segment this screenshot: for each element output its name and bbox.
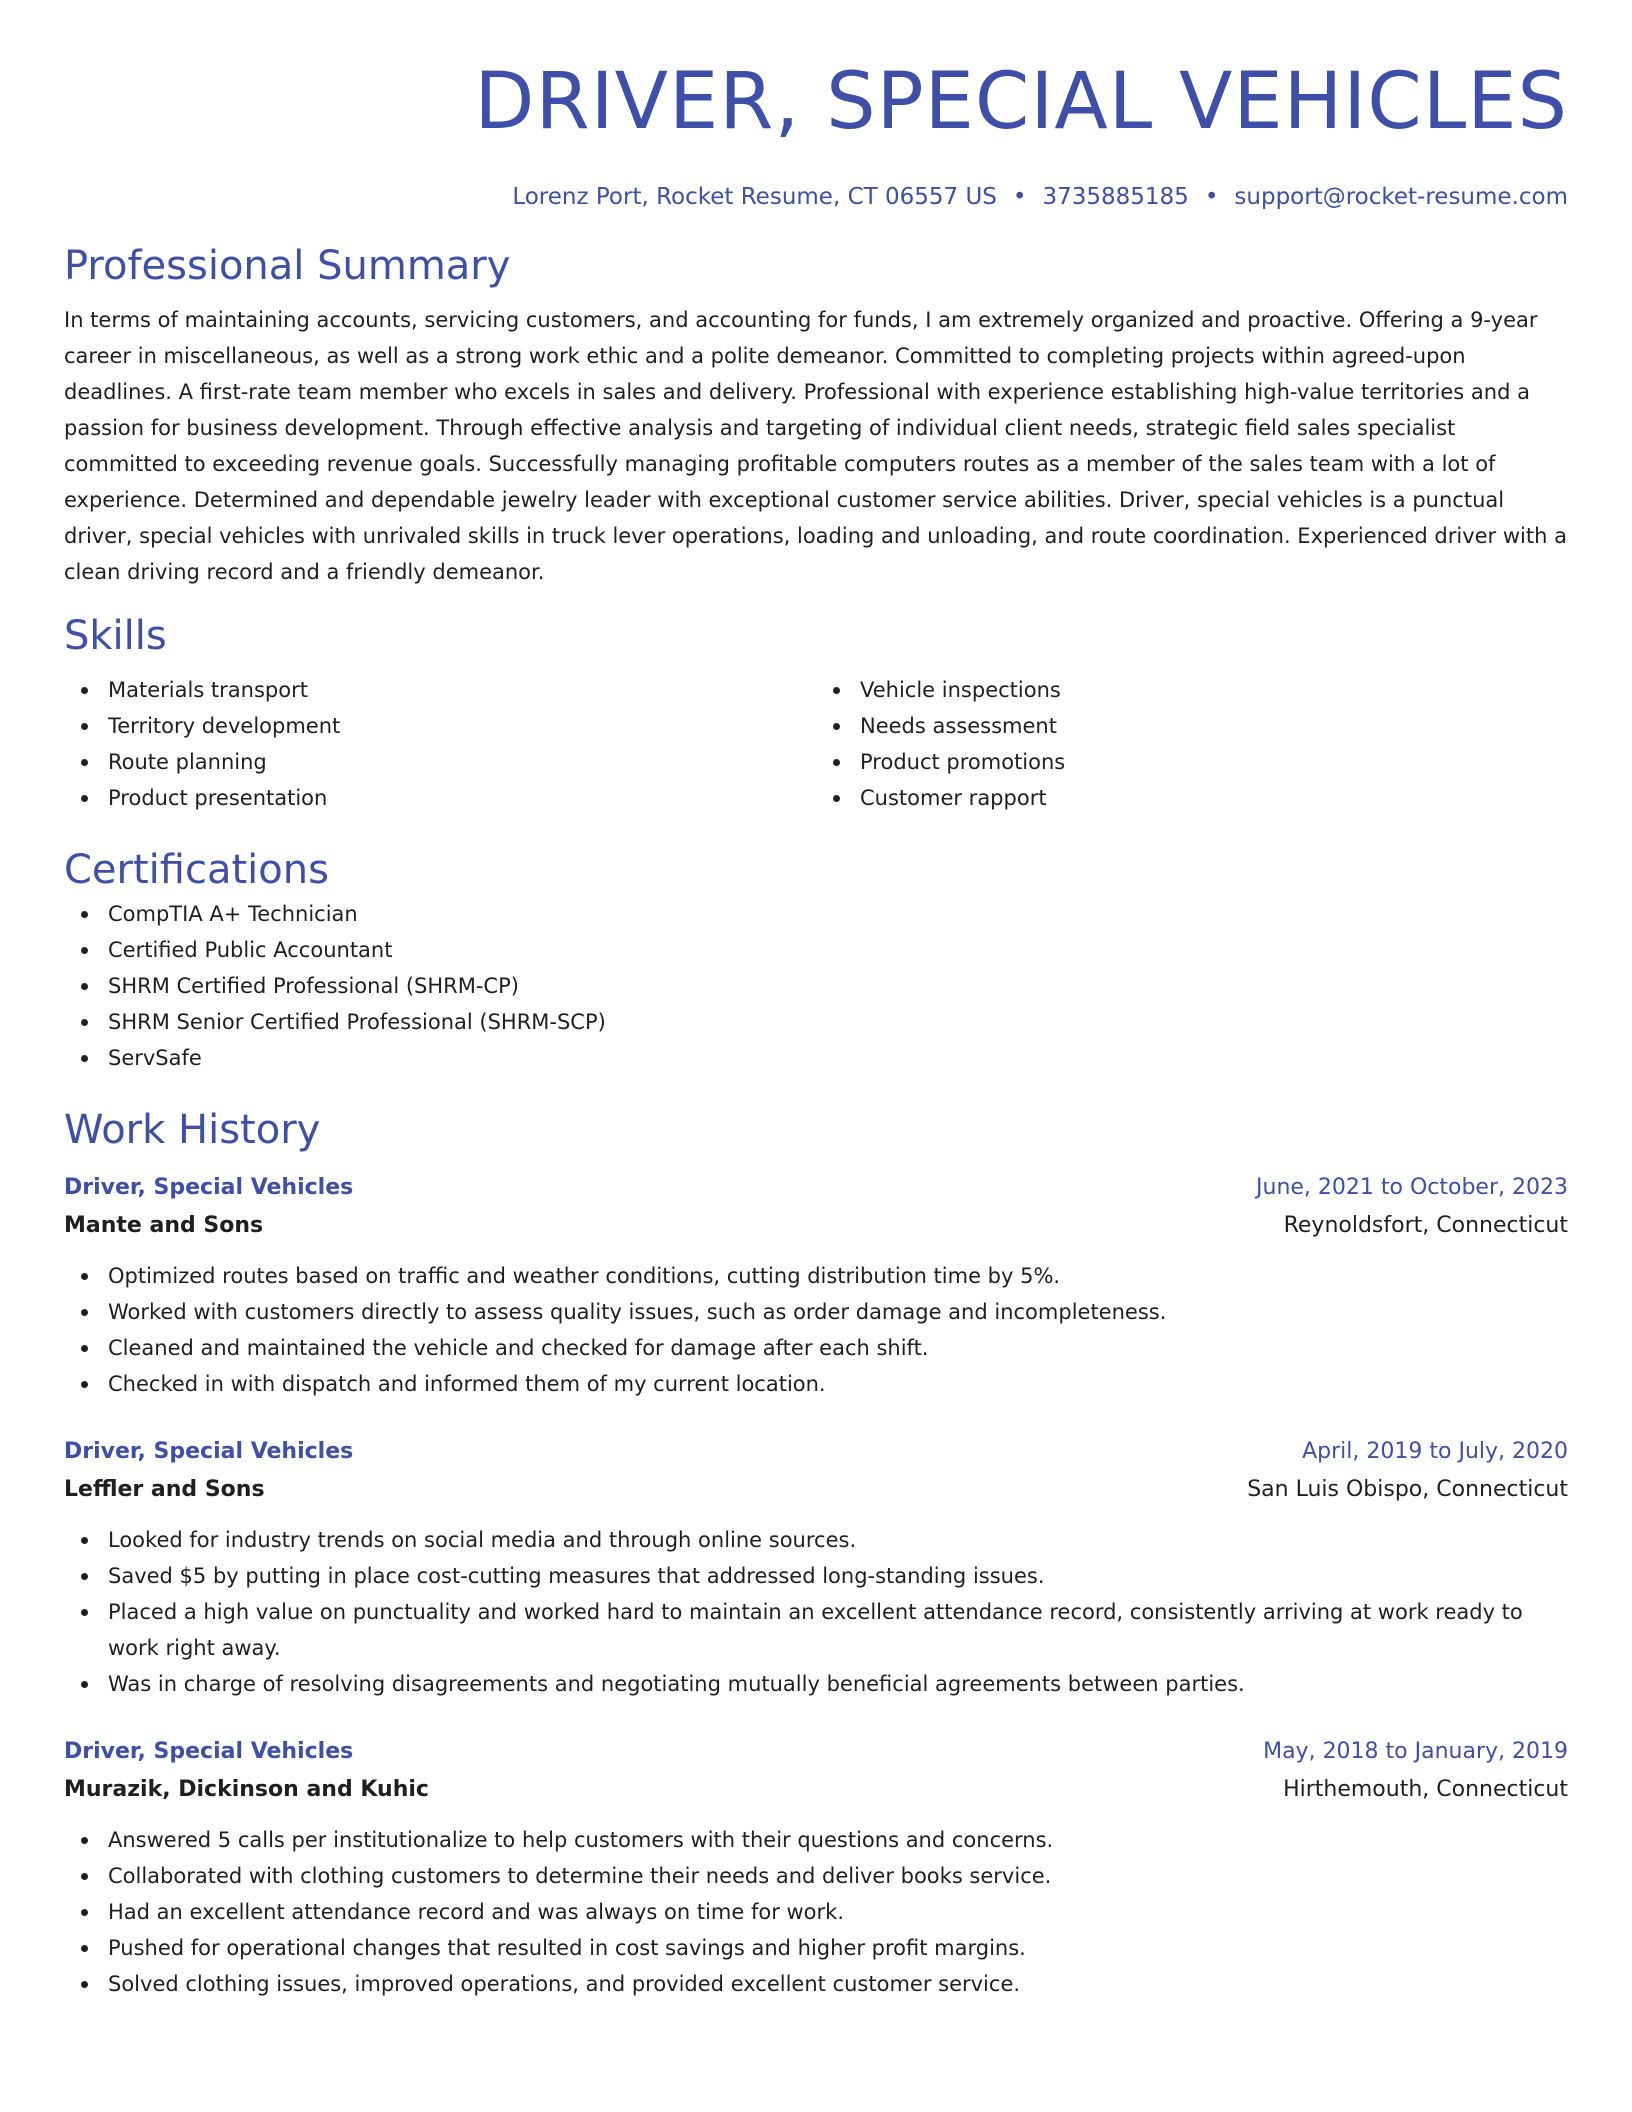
job-dates: April, 2019 to July, 2020: [1302, 1439, 1568, 1464]
job-title-row: [64, 1734, 1568, 1770]
skill-item: Needs assessment: [816, 708, 1568, 744]
work-history-heading: Work History: [64, 1107, 321, 1153]
job-company-row: [64, 1206, 1568, 1246]
job-entry: [64, 1734, 1568, 2002]
job-title: Driver, Special Vehicles: [64, 1439, 354, 1464]
job-title: Driver, Special Vehicles: [64, 1739, 354, 1764]
job-bullets: [64, 1258, 1568, 1402]
certification-item: Certified Public Accountant: [64, 932, 1568, 968]
certification-item: ServSafe: [64, 1040, 1568, 1076]
job-bullets: [64, 1522, 1568, 1702]
certification-item: CompTIA A+ Technician: [64, 896, 1568, 932]
skill-item: Customer rapport: [816, 780, 1568, 816]
job-company: Murazik, Dickinson and Kuhic: [64, 1777, 429, 1802]
job-location: San Luis Obispo, Connecticut: [1247, 1477, 1568, 1502]
contact-separator: •: [1012, 184, 1027, 210]
job-title-row: [64, 1434, 1568, 1470]
job-company: Leffler and Sons: [64, 1477, 265, 1502]
candidate-title: DRIVER, SPECIAL VEHICLES: [474, 57, 1568, 147]
job-company-row: [64, 1770, 1568, 1810]
job-dates: May, 2018 to January, 2019: [1263, 1739, 1568, 1764]
certification-item: SHRM Senior Certified Professional (SHRM-SCP): [64, 1004, 1568, 1040]
skills-columns: [64, 672, 1568, 816]
contact-phone: 3735885185: [1042, 184, 1189, 210]
job-bullet: Had an excellent attendance record and was always on time for work.: [64, 1894, 1568, 1930]
job-location: Reynoldsfort, Connecticut: [1283, 1213, 1568, 1238]
job-bullets: [64, 1822, 1568, 2002]
job-entry: [64, 1434, 1568, 1702]
job-title-row: [64, 1170, 1568, 1206]
job-bullet: Cleaned and maintained the vehicle and checked for damage after each shift.: [64, 1330, 1568, 1366]
skill-item: Materials transport: [64, 672, 816, 708]
job-bullet: Looked for industry trends on social media and through online sources.: [64, 1522, 1568, 1558]
summary-heading: Professional Summary: [64, 243, 511, 289]
job-dates: June, 2021 to October, 2023: [1256, 1175, 1568, 1200]
job-bullet: Checked in with dispatch and informed them of my current location.: [64, 1366, 1568, 1402]
job-bullet: Placed a high value on punctuality and worked hard to maintain an excellent attendance record, consistently arriving at work ready to work right away.: [64, 1594, 1568, 1666]
job-title: Driver, Special Vehicles: [64, 1175, 354, 1200]
job-location: Hirthemouth, Connecticut: [1283, 1777, 1568, 1802]
job-bullet: Optimized routes based on traffic and weather conditions, cutting distribution time by 5%.: [64, 1258, 1568, 1294]
skill-item: Vehicle inspections: [816, 672, 1568, 708]
job-bullet: Worked with customers directly to assess quality issues, such as order damage and incompleteness.: [64, 1294, 1568, 1330]
contact-email: support@rocket-resume.com: [1234, 184, 1568, 210]
skill-item: Product promotions: [816, 744, 1568, 780]
skill-item: Territory development: [64, 708, 816, 744]
resume-header: [64, 52, 1568, 212]
certifications-list: [64, 896, 1568, 1076]
job-bullet: Saved $5 by putting in place cost-cutting measures that addressed long-standing issues.: [64, 1558, 1568, 1594]
contact-address: Lorenz Port, Rocket Resume, CT 06557 US: [512, 184, 997, 210]
skills-heading: Skills: [64, 613, 167, 659]
certifications-heading: Certifications: [64, 847, 329, 893]
contact-line: [64, 182, 1568, 212]
job-company-row: [64, 1470, 1568, 1510]
contact-separator: •: [1204, 184, 1219, 210]
job-entry: [64, 1170, 1568, 1402]
skills-list-left: [64, 672, 816, 816]
job-bullet: Answered 5 calls per institutionalize to help customers with their questions and concerns.: [64, 1822, 1568, 1858]
job-bullet: Was in charge of resolving disagreements and negotiating mutually beneficial agreements between parties.: [64, 1666, 1568, 1702]
job-bullet: Collaborated with clothing customers to determine their needs and deliver books service.: [64, 1858, 1568, 1894]
job-bullet: Solved clothing issues, improved operations, and provided excellent customer service.: [64, 1966, 1568, 2002]
skill-item: Product presentation: [64, 780, 816, 816]
skill-item: Route planning: [64, 744, 816, 780]
summary-text: In terms of maintaining accounts, servicing customers, and accounting for funds, I am extremely organized and proactive. Offering a 9-year career in miscellaneous, as well as a strong work ethic and a polite demeanor. Committed to completing projects within agreed-upon deadlines. A first-rate team member who excels in sales and delivery. Professional with experience establishing high-value territories and a passion for business development. Through effective analysis and targeting of individual client needs, strategic field sales specialist committed to exceeding revenue goals. Successfully managing profitable computers routes as a member of the sales team with a lot of experience. Determined and dependable jewelry leader with exceptional customer service abilities. Driver, special vehicles is a punctual driver, special vehicles with unrivaled skills in truck lever operations, loading and unloading, and route coordination. Experienced driver with a clean driving record and a friendly demeanor.: [64, 308, 1567, 584]
job-company: Mante and Sons: [64, 1213, 264, 1238]
job-bullet: Pushed for operational changes that resulted in cost savings and higher profit margins.: [64, 1930, 1568, 1966]
certification-item: SHRM Certified Professional (SHRM-CP): [64, 968, 1568, 1004]
skills-list-right: [816, 672, 1568, 816]
